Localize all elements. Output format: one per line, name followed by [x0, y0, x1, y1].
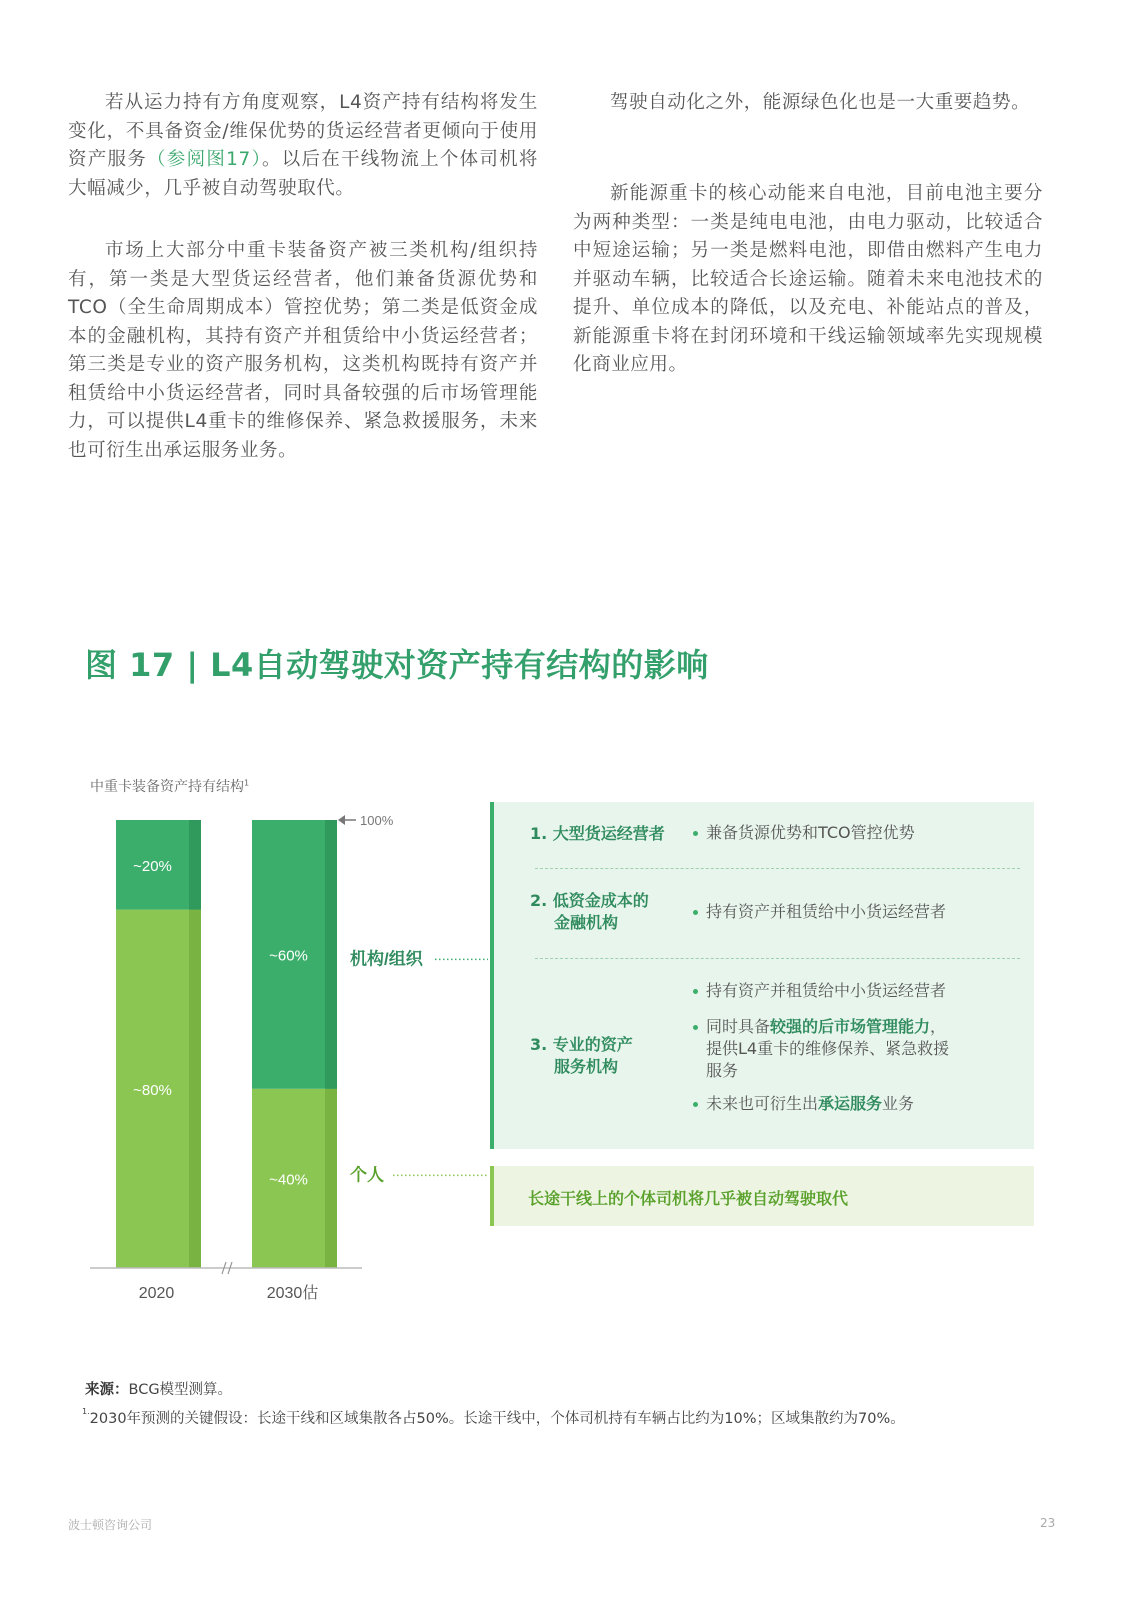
right-paragraph-2: 新能源重卡的核心动能来自电池，目前电池主要分为两种类型：一类是纯电电池，由电力驱动，比较适合中短途运输；另一类是燃料电池，即借由燃料产生电力并驱动车辆，比较适合长途运输。随着未来电池技术的提升、单位成本的降低，以及充电、补能站点的普及，新能源重卡将在封闭环境和干线运输领域率先实现规模化商业应用。: [573, 183, 1043, 375]
data-label: ~60%: [269, 947, 308, 965]
category-label: 2030估: [266, 1285, 319, 1302]
arrow-icon: [338, 815, 345, 825]
figure-reference: （参阅图17）: [147, 149, 262, 170]
left-paragraph-1: 若从运力持有方角度观察，L4资产持有结构将发生变化，不具备资金/维保优势的货运经营者更倾向于使用资产服务（参阅图17）。以后在干线物流上个体司机将大幅减少，几乎被自动驾驶取代。: [68, 92, 538, 199]
figure-title: 图 17 | L4自动驾驶对资产持有结构的影响: [85, 646, 709, 684]
bar-segment-shade: [325, 820, 337, 1089]
bar-segment-shade: [325, 1089, 337, 1268]
right-paragraph-1: 驾驶自动化之外，能源绿色化也是一大重要趋势。: [610, 92, 1031, 113]
chart-label: 中重卡装备资产持有结构$^1$: [90, 778, 250, 795]
row-3-bullet-2: 同时具备较强的后市场管理能力， 提供L4重卡的维修保养、紧急救援 服务: [706, 1017, 950, 1080]
row-1-bullet-1: 兼备货源优势和TCO管控优势: [706, 823, 915, 842]
data-label: ~20%: [133, 857, 172, 875]
bar-segment-shade: [189, 910, 201, 1268]
top-marker-label: 100%: [360, 813, 394, 828]
row-3-bullet-3: 未来也可衍生出承运服务业务: [706, 1094, 915, 1113]
separator: [535, 958, 1020, 959]
separator: [535, 868, 1020, 869]
data-label: ~40%: [269, 1171, 308, 1189]
group-label-individual: 个人: [350, 1165, 384, 1185]
footnote-1: $^{1.}$2030年预测的关键假设：长途干线和区域集散各占50%。长途干线中，个体司机持有车辆占比约为10%；区域集散约为70%。: [82, 1407, 905, 1427]
row-3-bullet-1: 持有资产并租赁给中小货运经营者: [706, 981, 947, 1000]
individual-panel-text: 长途干线上的个体司机将几乎被自动驾驶取代: [528, 1189, 849, 1208]
row-2-bullet-1: 持有资产并租赁给中小货运经营者: [706, 902, 947, 921]
left-paragraph-2: 市场上大部分中重卡装备资产被三类机构/组织持有，第一类是大型货运经营者，他们兼备货源优势和TCO（全生命周期成本）管控优势；第二类是低资金成本的金融机构，其持有资产并租赁给中小货运经营者；第三类是专业的资产服务机构，这类机构既持有资产并租赁给中小货运经营者，同时具备较强的后市场管理能力，可以提供L4重卡的维修保养、紧急救援服务，未来也可衍生出承运服务业务。: [68, 240, 538, 461]
row-3-title: 3. 专业的资产 服务机构: [530, 1035, 633, 1076]
group-label-org: 机构/组织: [350, 949, 423, 969]
company-name: 波士顿咨询公司: [68, 1518, 153, 1532]
source-note: 来源：BCG模型测算。: [85, 1382, 233, 1398]
category-label: 2020: [138, 1285, 175, 1302]
data-label: ~80%: [133, 1081, 172, 1099]
page-number: 23: [1040, 1516, 1056, 1530]
row-2-title: 2. 低资金成本的 金融机构: [530, 891, 649, 932]
bar-segment-shade: [189, 820, 201, 910]
row-1-title: 1. 大型货运经营者: [530, 824, 665, 843]
